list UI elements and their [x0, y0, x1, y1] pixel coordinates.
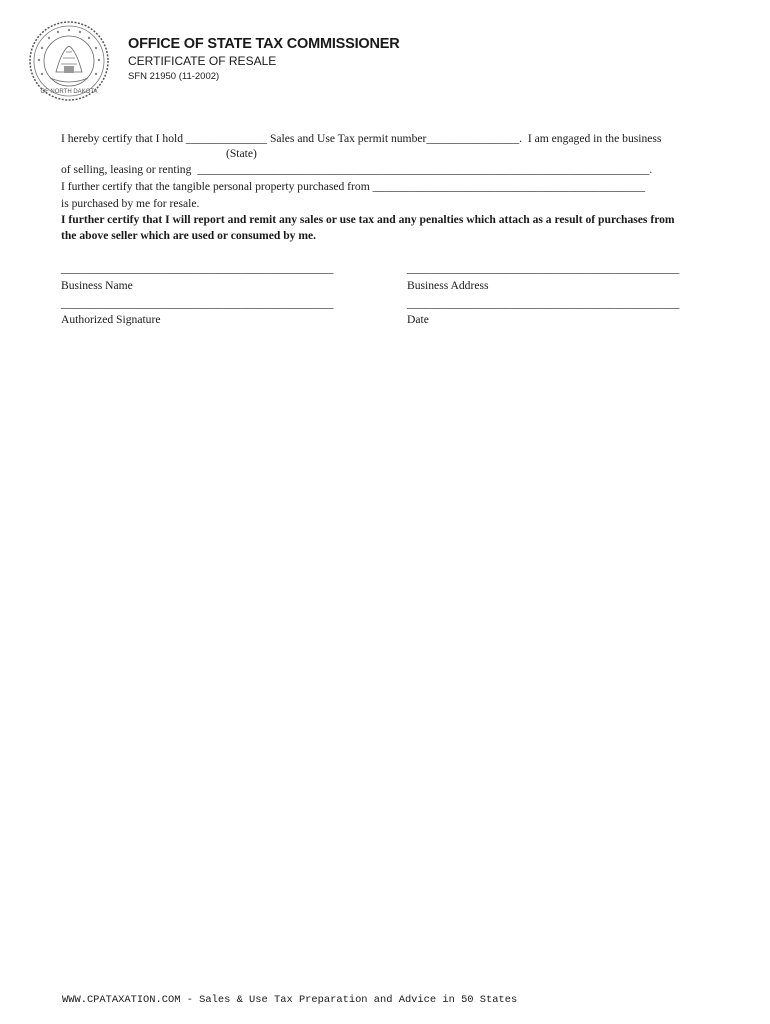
business-address-field[interactable]: _______________________________________________ — [407, 262, 680, 275]
footer-text: WWW.CPATAXATION.COM - Sales & Use Tax Preparation and Advice in 50 States — [62, 994, 518, 1006]
state-seal-icon — [28, 20, 110, 102]
form-number: SFN 21950 (11-2002) — [128, 71, 220, 82]
date-label: Date — [407, 313, 429, 326]
seal-text: OF NORTH DAKOTA — [40, 89, 98, 95]
form-title: CERTIFICATE OF RESALE — [128, 54, 277, 68]
business-name-label: Business Name — [61, 279, 133, 292]
business-activity-line[interactable]: of selling, leasing or renting ______________________________________________________________________________. — [61, 163, 653, 176]
state-caption: (State) — [226, 147, 257, 160]
signature-label: Authorized Signature — [61, 313, 161, 326]
date-field[interactable]: _______________________________________________ — [407, 297, 680, 310]
permit-line[interactable]: I hereby certify that I hold ______________ Sales and Use Tax permit number________________. I am engaged in the business — [61, 132, 662, 145]
seller-line[interactable]: I further certify that the tangible personal property purchased from _______________________________________________ — [61, 180, 646, 193]
business-name-field[interactable]: _______________________________________________ — [61, 262, 334, 275]
signature-field[interactable]: _______________________________________________ — [61, 297, 334, 310]
tax-remit-statement-1: I further certify that I will report and remit any sales or use tax and any penalties which attach as a result of purchases from — [61, 213, 675, 226]
tax-remit-statement-2: the above seller which are used or consumed by me. — [61, 229, 317, 242]
office-title: OFFICE OF STATE TAX COMMISSIONER — [128, 36, 400, 52]
business-address-label: Business Address — [407, 279, 489, 292]
resale-statement: is purchased by me for resale. — [61, 197, 200, 210]
